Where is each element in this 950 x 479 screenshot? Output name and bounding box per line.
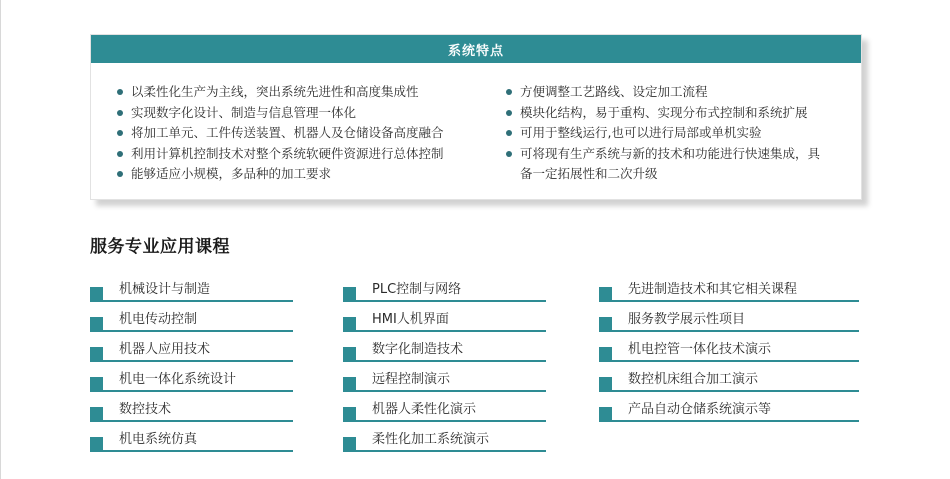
course-underline: [343, 450, 546, 452]
square-marker-icon: [90, 287, 103, 300]
bullet-icon: [506, 151, 512, 157]
feature-item: 将加工单元、工件传送装置、机器人及仓储设备高度融合: [117, 123, 497, 144]
square-marker-icon: [343, 347, 356, 360]
course-underline: [599, 420, 859, 422]
features-title: 系统特点: [91, 35, 861, 63]
course-item: 机械设计与制造: [90, 281, 293, 305]
course-item: HMI人机界面: [343, 311, 546, 335]
course-item: 机器人应用技术: [90, 341, 293, 365]
square-marker-icon: [599, 377, 612, 390]
course-underline: [90, 300, 293, 302]
bullet-icon: [117, 89, 123, 95]
square-marker-icon: [599, 317, 612, 330]
square-marker-icon: [599, 287, 612, 300]
course-item: 机电控管一体化技术演示: [599, 341, 859, 365]
square-marker-icon: [90, 317, 103, 330]
course-underline: [599, 300, 859, 302]
course-underline: [90, 330, 293, 332]
bullet-icon: [117, 130, 123, 136]
square-marker-icon: [343, 377, 356, 390]
course-item: 数控技术: [90, 401, 293, 425]
course-underline: [90, 360, 293, 362]
square-marker-icon: [90, 437, 103, 450]
course-underline: [599, 390, 859, 392]
feature-item: 方便调整工艺路线、设定加工流程: [506, 82, 856, 103]
square-marker-icon: [343, 437, 356, 450]
square-marker-icon: [343, 287, 356, 300]
course-item: 数字化制造技术: [343, 341, 546, 365]
course-item: 机电系统仿真: [90, 431, 293, 455]
course-item: 先进制造技术和其它相关课程: [599, 281, 859, 305]
feature-item: 模块化结构，易于重构、实现分布式控制和系统扩展: [506, 103, 856, 124]
course-item: 机器人柔性化演示: [343, 401, 546, 425]
bullet-icon: [117, 151, 123, 157]
features-right-column: [506, 82, 856, 185]
feature-item: 利用计算机控制技术对整个系统软硬件资源进行总体控制: [117, 144, 497, 165]
course-item: 产品自动仓储系统演示等: [599, 401, 859, 425]
course-underline: [90, 450, 293, 452]
square-marker-icon: [90, 347, 103, 360]
bullet-icon: [506, 130, 512, 136]
course-underline: [343, 360, 546, 362]
square-marker-icon: [90, 377, 103, 390]
course-underline: [90, 420, 293, 422]
course-item: 柔性化加工系统演示: [343, 431, 546, 455]
features-left-column: [117, 82, 497, 185]
course-underline: [599, 360, 859, 362]
bullet-icon: [117, 171, 123, 177]
feature-item: 以柔性化生产为主线，突出系统先进性和高度集成性: [117, 82, 497, 103]
bullet-icon: [506, 110, 512, 116]
course-underline: [343, 420, 546, 422]
course-item: 服务教学展示性项目: [599, 311, 859, 335]
course-item: 机电传动控制: [90, 311, 293, 335]
feature-item: 实现数字化设计、制造与信息管理一体化: [117, 103, 497, 124]
square-marker-icon: [90, 407, 103, 420]
course-underline: [90, 390, 293, 392]
course-item: 机电一体化系统设计: [90, 371, 293, 395]
square-marker-icon: [599, 347, 612, 360]
bullet-icon: [117, 110, 123, 116]
features-card: [90, 34, 862, 200]
page-left-border: [0, 0, 1, 479]
course-item: 远程控制演示: [343, 371, 546, 395]
square-marker-icon: [343, 317, 356, 330]
feature-item: 可用于整线运行,也可以进行局部或单机实验: [506, 123, 856, 144]
square-marker-icon: [599, 407, 612, 420]
course-underline: [599, 330, 859, 332]
feature-item: 能够适应小规模，多品种的加工要求: [117, 164, 497, 185]
bullet-icon: [506, 89, 512, 95]
course-item: 数控机床组合加工演示: [599, 371, 859, 395]
course-underline: [343, 330, 546, 332]
square-marker-icon: [343, 407, 356, 420]
course-underline: [343, 390, 546, 392]
course-underline: [343, 300, 546, 302]
course-item: PLC控制与网络: [343, 281, 546, 305]
courses-title: 服务专业应用课程: [90, 237, 230, 257]
feature-item: 可将现有生产系统与新的技术和功能进行快速集成，具备一定拓展性和二次升级: [506, 144, 856, 185]
